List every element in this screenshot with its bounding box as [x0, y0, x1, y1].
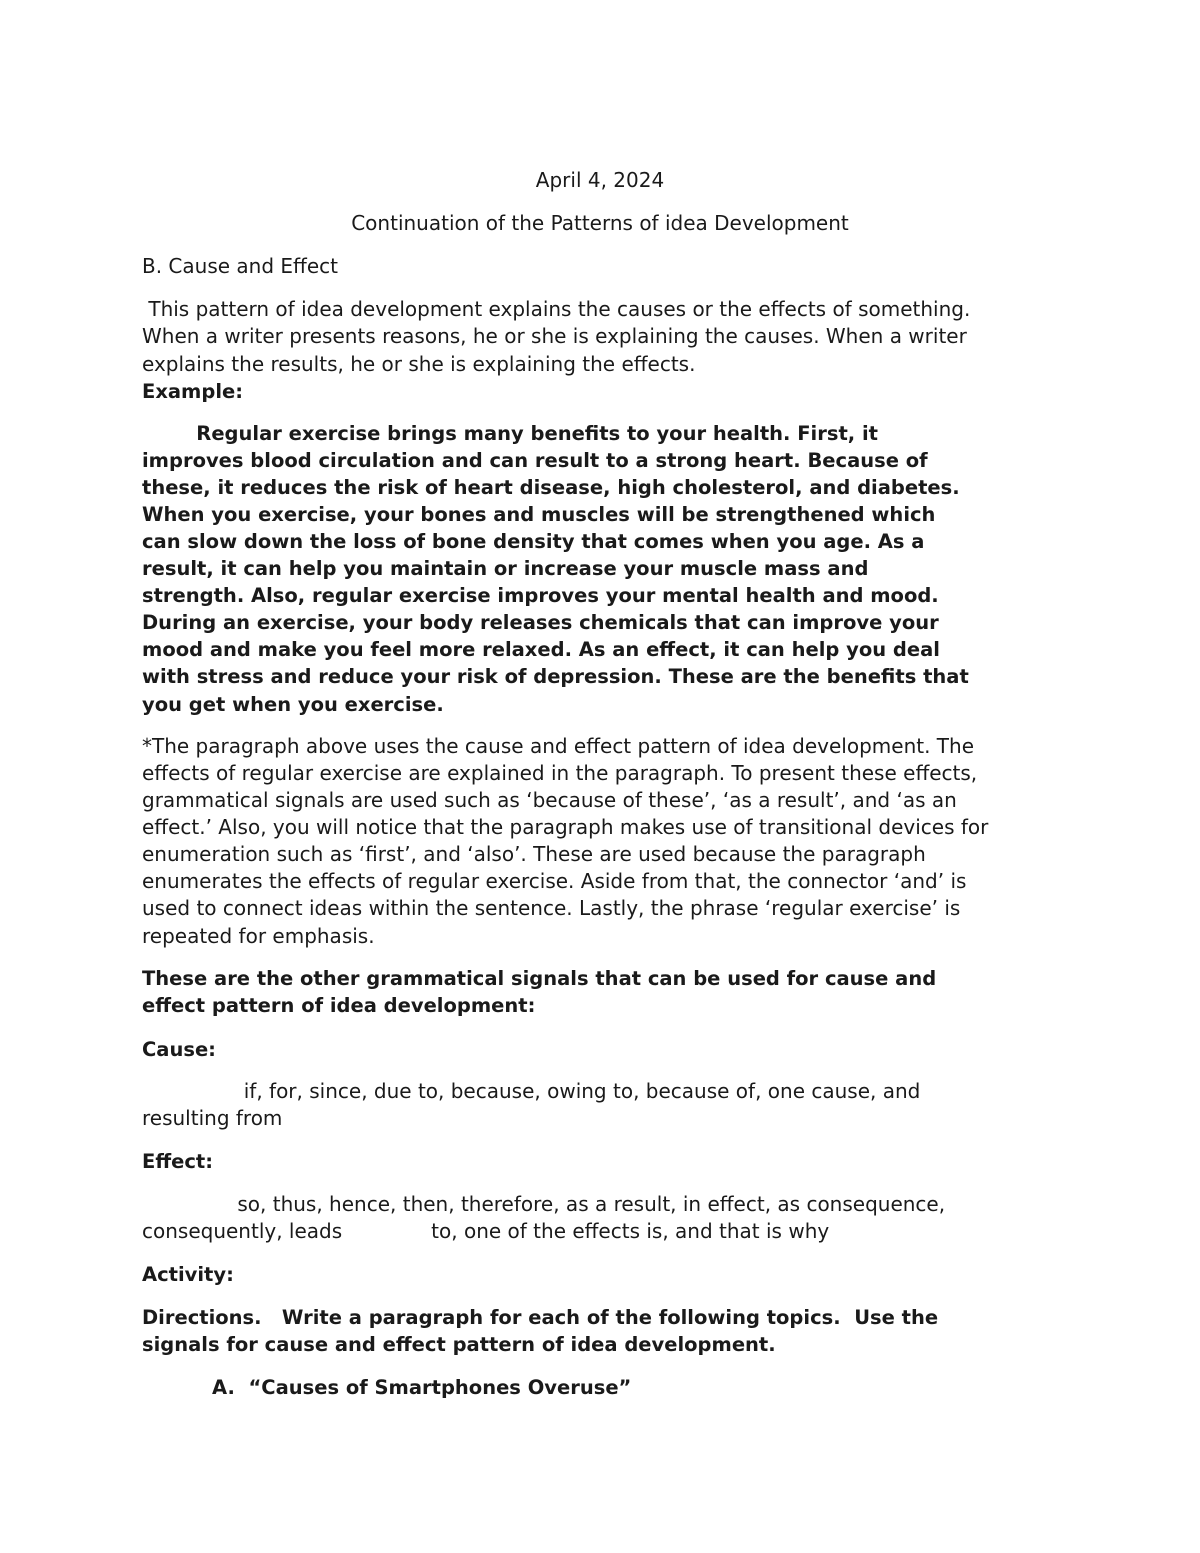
- effect-label: Effect:: [142, 1150, 214, 1173]
- note-line: enumeration such as ‘first’, and ‘also’. These are used because the paragraph: [142, 842, 926, 866]
- example-line: strength. Also, regular exercise improves your mental health and mood.: [142, 584, 939, 607]
- note-line: effects of regular exercise are explained in the paragraph. To present these effects,: [142, 761, 978, 785]
- example-line: During an exercise, your body releases chemicals that can improve your: [142, 611, 939, 634]
- effect-signals-line: consequently, leads to, one of the effects is, and that is why: [142, 1219, 830, 1243]
- note-line: grammatical signals are used such as ‘because of these’, ‘as a result’, and ‘as an: [142, 788, 957, 812]
- example-label: Example:: [142, 380, 244, 403]
- activity-label: Activity:: [142, 1263, 234, 1286]
- note-line: enumerates the effects of regular exercise. Aside from that, the connector ‘and’ is: [142, 869, 967, 893]
- cause-label: Cause:: [142, 1038, 216, 1061]
- note-line: used to connect ideas within the sentence. Lastly, the phrase ‘regular exercise’ is: [142, 896, 961, 920]
- cause-signals-line: resulting from: [142, 1106, 283, 1130]
- note-line: *The paragraph above uses the cause and effect pattern of idea development. The: [142, 734, 975, 758]
- signals-heading-line: effect pattern of idea development:: [142, 994, 536, 1017]
- effect-signals-line: so, thus, hence, then, therefore, as a result, in effect, as consequence,: [142, 1192, 946, 1216]
- intro-line: This pattern of idea development explains the causes or the effects of something.: [142, 297, 971, 321]
- note-line: effect.’ Also, you will notice that the paragraph makes use of transitional devices for: [142, 815, 989, 839]
- section-heading: B. Cause and Effect: [142, 254, 338, 278]
- example-line: result, it can help you maintain or increase your muscle mass and: [142, 557, 869, 580]
- directions-line: signals for cause and effect pattern of idea development.: [142, 1333, 776, 1356]
- intro-line: explains the results, he or she is explaining the effects.: [142, 352, 696, 376]
- example-line: improves blood circulation and can result to a strong heart. Because of: [142, 449, 928, 472]
- document-title: Continuation of the Patterns of idea Development: [351, 211, 849, 235]
- example-line: these, it reduces the risk of heart disease, high cholesterol, and diabetes.: [142, 476, 960, 499]
- directions-line: Directions. Write a paragraph for each of the following topics. Use the: [142, 1306, 939, 1329]
- example-line: with stress and reduce your risk of depression. These are the benefits that: [142, 665, 969, 688]
- example-line: can slow down the loss of bone density that comes when you age. As a: [142, 530, 925, 553]
- intro-line: When a writer presents reasons, he or she is explaining the causes. When a writer: [142, 324, 967, 348]
- example-line: Regular exercise brings many benefits to your health. First, it: [142, 422, 878, 445]
- example-line: you get when you exercise.: [142, 693, 444, 716]
- example-line: When you exercise, your bones and muscles will be strengthened which: [142, 503, 936, 526]
- cause-signals-line: if, for, since, due to, because, owing to, because of, one cause, and: [142, 1079, 921, 1103]
- topic-a: A. “Causes of Smartphones Overuse”: [212, 1376, 632, 1399]
- signals-heading-line: These are the other grammatical signals that can be used for cause and: [142, 967, 937, 990]
- document-date: April 4, 2024: [535, 168, 665, 192]
- example-line: mood and make you feel more relaxed. As an effect, it can help you deal: [142, 638, 940, 661]
- note-line: repeated for emphasis.: [142, 924, 375, 948]
